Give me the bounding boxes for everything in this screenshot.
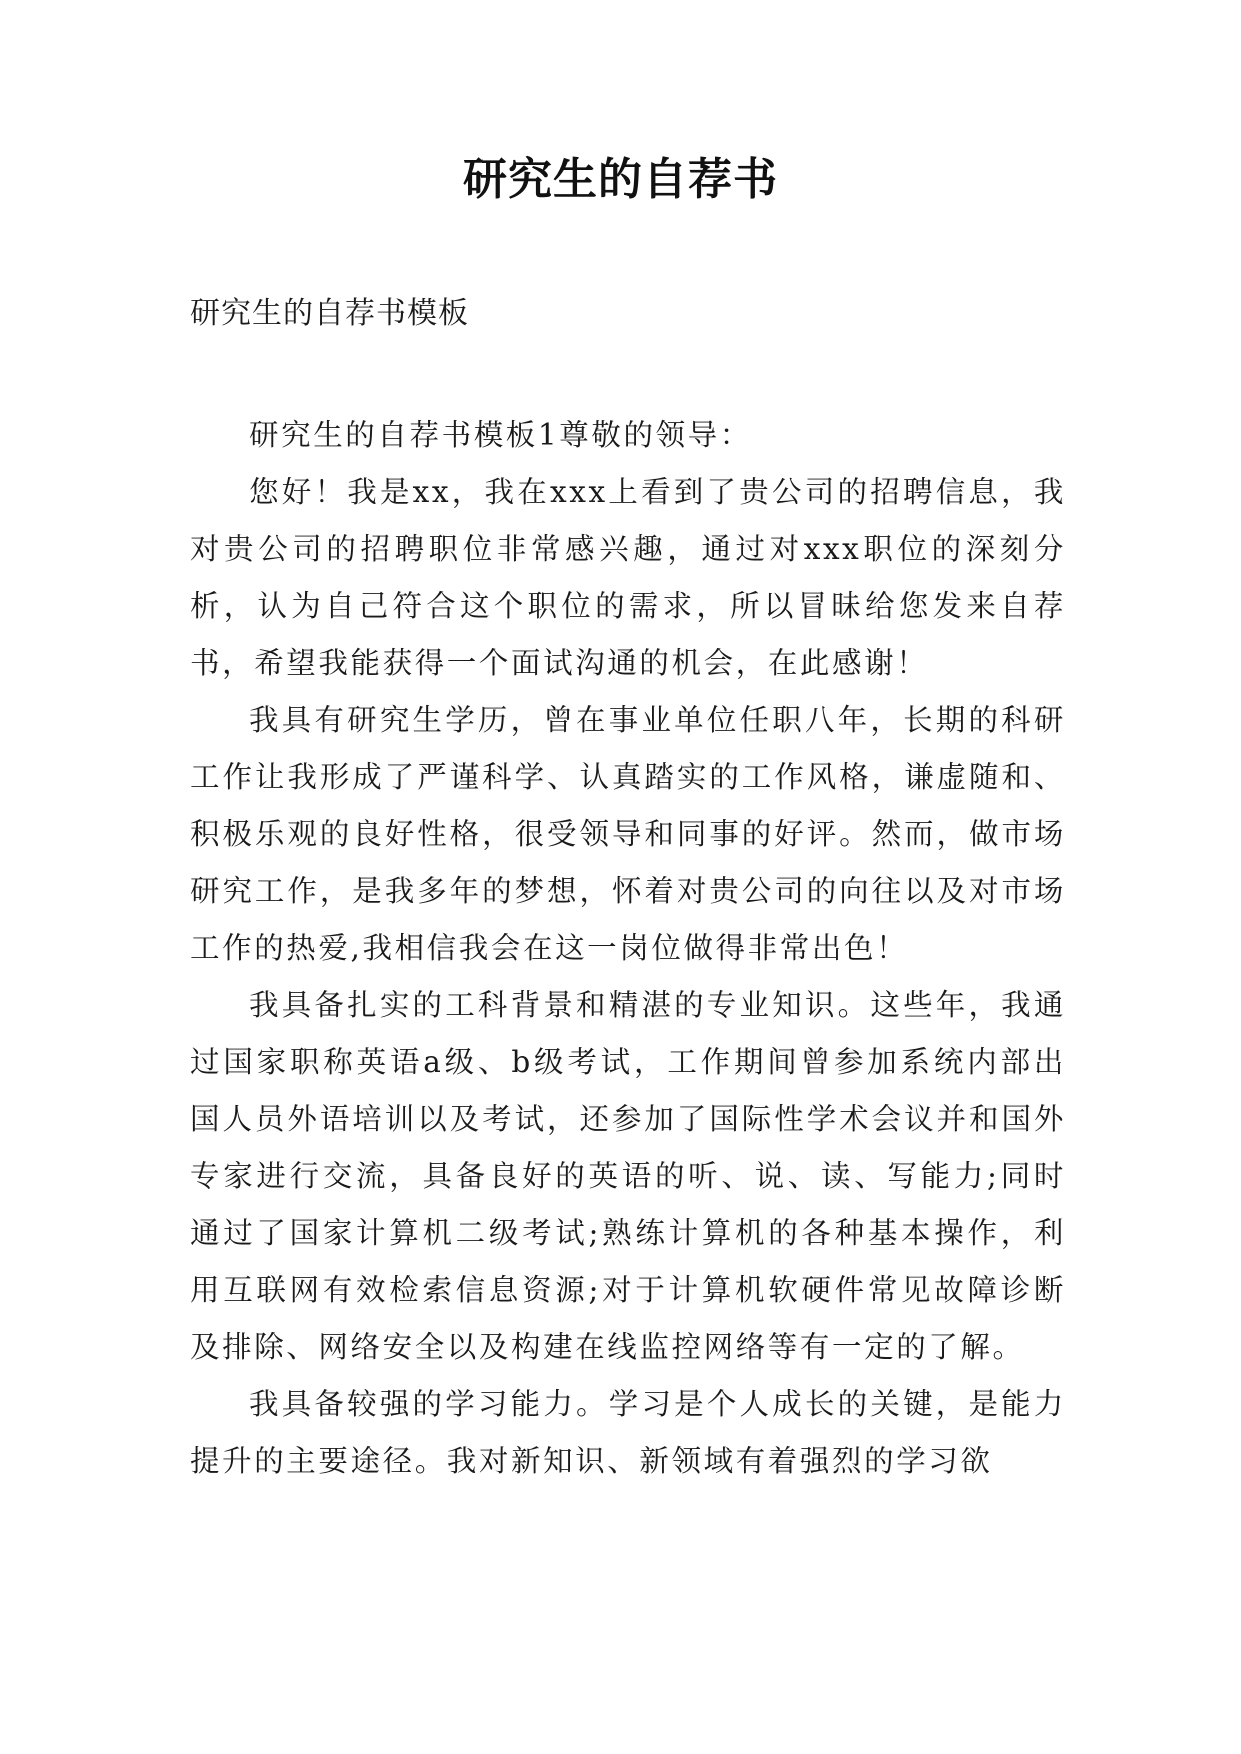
document-body: [190, 407, 1066, 1490]
paragraph-learning: 我具备较强的学习能力。学习是个人成长的关键，是能力提升的主要途径。我对新知识、新领域有着强烈的学习欲: [190, 1387, 1066, 1478]
document-subtitle: 研究生的自荐书模板: [190, 296, 469, 331]
document-title: 研究生的自荐书: [463, 154, 778, 205]
paragraph-salutation: 研究生的自荐书模板1尊敬的领导：: [249, 418, 752, 452]
paragraph-experience: 我具有研究生学历，曾在事业单位任职八年，长期的科研工作让我形成了严谨科学、认真踏实的工作风格，谦虚随和、积极乐观的良好性格，很受领导和同事的好评。然而，做市场研究工作，是我多年的梦想，怀着对贵公司的向往以及对市场工作的热爱,我相信我会在这一岗位做得非常出色！: [190, 703, 1066, 965]
paragraph-skills: 我具备扎实的工科背景和精湛的专业知识。这些年，我通过国家职称英语a级、b级考试，工作期间曾参加系统内部出国人员外语培训以及考试，还参加了国际性学术会议并和国外专家进行交流，具备良好的英语的听、说、读、写能力;同时通过了国家计算机二级考试;熟练计算机的各种基本操作，利用互联网有效检索信息资源;对于计算机软硬件常见故障诊断及排除、网络安全以及构建在线监控网络等有一定的了解。: [190, 988, 1066, 1364]
paragraph-intro: 您好！我是xx，我在xxx上看到了贵公司的招聘信息，我对贵公司的招聘职位非常感兴趣，通过对xxx职位的深刻分析，认为自己符合这个职位的需求，所以冒昧给您发来自荐书，希望我能获得一个面试沟通的机会，在此感谢！: [190, 475, 1066, 680]
